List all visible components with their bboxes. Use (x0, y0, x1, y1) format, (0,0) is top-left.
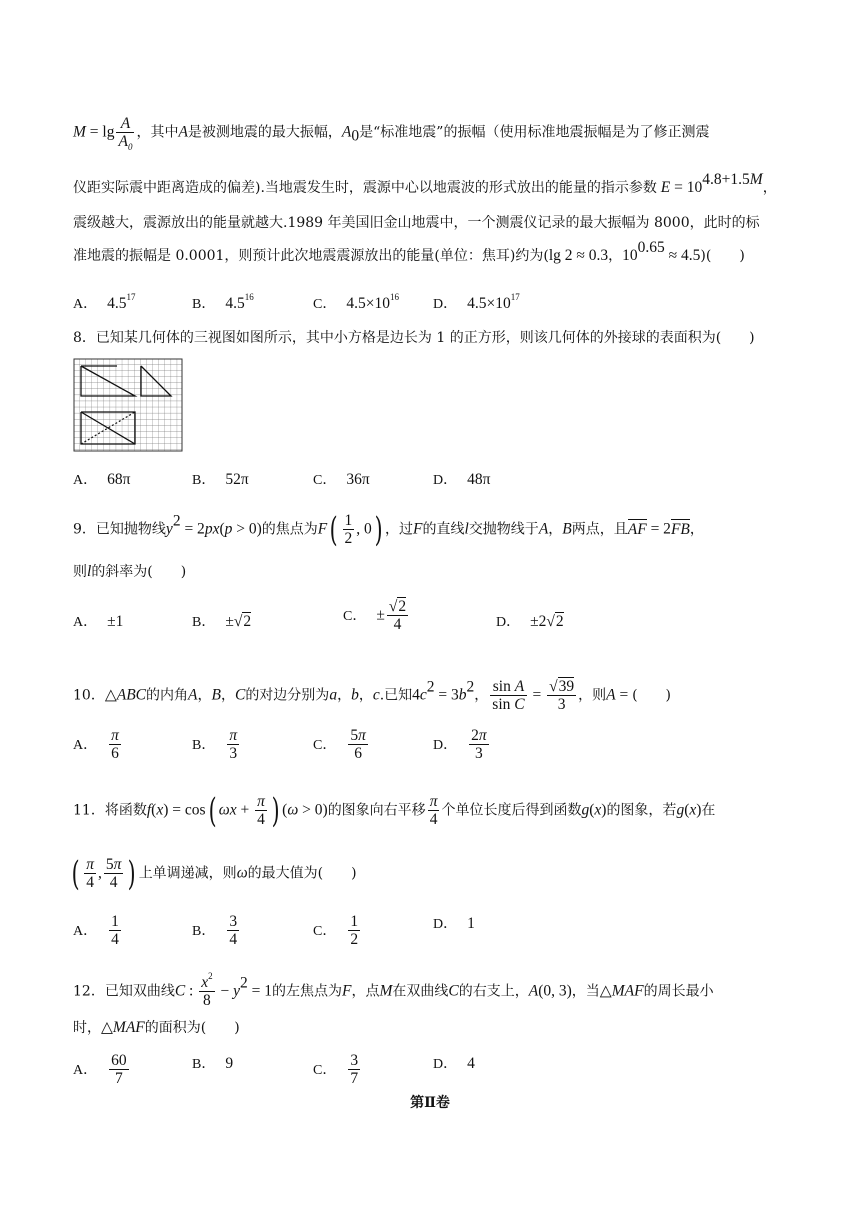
q9-option-c[interactable]: C． ± $\frac{√2}{4}$ (343, 598, 407, 633)
q12-option-c[interactable]: C． $\frac{3}{7}$ (313, 1052, 359, 1087)
q12-line2: 时，△MAF的面积为( ) (73, 1019, 240, 1036)
q7-line1-c: 是“标准地震”的振幅（使用标准地震振幅是为了修正测震 (359, 124, 710, 141)
q8-option-b[interactable]: B． 52π (192, 471, 249, 488)
q9-line1: 9．已知抛物线$y^2 = 2px(p > 0)$的焦点为F( $\frac{1}{2}$ , 0) ，过F的直线l交抛物线于A，B两点，且AF = 2FB， (73, 509, 704, 550)
q7-line2: 仪距实际震中距离造成的偏差).当地震发生时，震源中心以地震波的形式放出的能量的指示参数 $E = 10^{4.8+1.5M}$， (73, 171, 777, 196)
q11-line2: ( $\frac{\pi}{4}$ , $\frac{5\pi}{4}$ ) 上单调递减，则ω的最大值为( ) (71, 853, 357, 894)
q9-option-a[interactable]: A． ±1 (73, 613, 124, 630)
q11-option-a[interactable]: A． $\frac{1}{4}$ (73, 913, 119, 948)
q12-option-d[interactable]: D． 4 (433, 1055, 475, 1072)
q9-line2: 则l的斜率为( ) (73, 563, 187, 580)
q12-line1: 12．已知双曲线C : $\frac{x^2}{8}$ − $y^2 = 1$的左焦点为F，点M在双曲线C的右支上，A(0, 3)，当△MAF的周长最小 (73, 971, 714, 1009)
q10-option-a[interactable]: A． $\frac{\pi}{6}$ (73, 727, 119, 762)
q7-line1-a: ，其中 (136, 124, 179, 141)
q8-text: 8．已知某几何体的三视图如图所示，其中小方格是边长为 1 的正方形，则该几何体的外接球的表面积为( ) (73, 330, 755, 346)
q8-option-c[interactable]: C． 36π (313, 471, 370, 488)
q7-option-c[interactable]: C． $4.5\times 10^{16}$ (313, 292, 399, 312)
q11-option-b[interactable]: B． $\frac{3}{4}$ (192, 913, 238, 948)
q11-option-d[interactable]: D． 1 (433, 915, 475, 932)
q11-option-c[interactable]: C． $\frac{1}{2}$ (313, 913, 359, 948)
three-view-figure (73, 358, 183, 452)
q11-line1: 11．将函数f(x) = cos( ωx + $\frac{\pi}{4}$ ) (ω > 0)的图象向右平移 $\frac{\pi}{4}$ 个单位长度后得到函数g(x)的图象，若g(x)在 (73, 790, 716, 831)
q7-option-a[interactable]: A． $4.5^{17}$ (73, 292, 136, 312)
q12-option-b[interactable]: B． 9 (192, 1055, 234, 1072)
q7-option-b[interactable]: B． $4.5^{16}$ (192, 292, 254, 312)
q7-line4: 准地震的振幅是 0.0001，则预计此次地震震源放出的能量(单位：焦耳)约为(lg 2 ≈ 0.3，$10^{0.65} \approx 4.5$)( ) (73, 239, 745, 264)
q10-option-b[interactable]: B． $\frac{\pi}{3}$ (192, 727, 238, 762)
q12-option-a[interactable]: A． $\frac{60}{7}$ (73, 1052, 127, 1087)
q7-option-d[interactable]: D． $4.5\times 10^{17}$ (433, 292, 520, 312)
q9-option-b[interactable]: B． ±√2 (192, 613, 252, 630)
q10-line1: 10．△ABC的内角A，B，C的对边分别为a，b，c.已知$4c^2 = 3b^2$， $\frac{\text{sin A}}{\text{sin C}}$ = $\frac{√39}{3}$ ，则A = ( ) (73, 678, 672, 713)
q7-line2-text: 仪距实际震中距离造成的偏差).当地震发生时，震源中心以地震波的形式放出的能量的指示参数 (73, 180, 657, 196)
q10-option-d[interactable]: D． $\frac{2\pi}{3}$ (433, 727, 487, 762)
section-title: 第Ⅱ卷 (410, 1095, 450, 1111)
q7-line1: M = lg $\frac{A}{A_0}$ ，其中A是被测地震的最大振幅，$A_0$是“标准地震”的振幅（使用标准地震振幅是为了修正测震 (73, 115, 710, 153)
q8-option-d[interactable]: D． 48π (433, 471, 491, 488)
q7-line4-b: ( ) (705, 248, 745, 264)
q10-option-c[interactable]: C． $\frac{5\pi}{6}$ (313, 727, 366, 762)
q7-line4-a: 准地震的振幅是 0.0001，则预计此次地震震源放出的能量(单位：焦耳)约为 (73, 248, 544, 264)
q7-line1-b: 是被测地震的最大振幅， (187, 124, 342, 141)
q8-option-a[interactable]: A． 68π (73, 471, 131, 488)
q9-option-d[interactable]: D． ±2√2 (496, 613, 564, 630)
q7-line3: 震级越大，震源放出的能量就越大.1989 年美国旧金山地震中，一个测震仪记录的最大振幅为 8000，此时的标 (73, 215, 760, 231)
